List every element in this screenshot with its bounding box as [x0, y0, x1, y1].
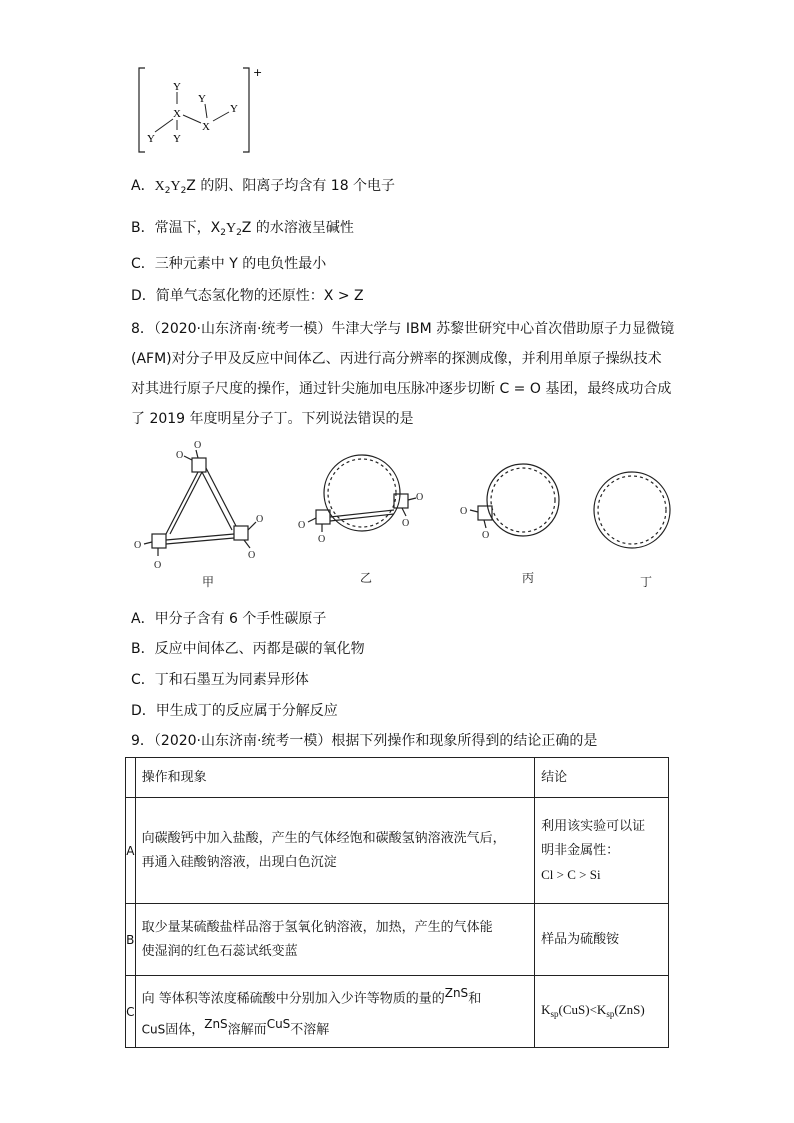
- atom-o-label: O: [482, 530, 490, 541]
- structure-atom: X: [173, 108, 181, 120]
- header-cell: [126, 758, 136, 798]
- conclusion-text: 利用该实验可以证: [541, 818, 646, 834]
- operation-cell: [135, 976, 535, 1048]
- q9-stem: 9．（2020·山东济南·统考一模）根据下列操作和现象所得到的结论正确的是: [131, 733, 598, 749]
- atom-o-label: O: [176, 450, 184, 461]
- operation-text: 再通入硅酸钠溶液，出现白色沉淀: [141, 854, 337, 870]
- q8-option-c: C．丁和石墨互为同素异形体: [131, 672, 309, 688]
- atom-o-label: O: [134, 540, 142, 551]
- q8-stem-line: 了 2019 年度明星分子丁。下列说法错误的是: [131, 411, 414, 427]
- molecule-label-jia: 甲: [202, 575, 215, 589]
- molecule-yi: [308, 455, 416, 532]
- conclusion-text: Cl > C > Si: [541, 866, 601, 882]
- q7-option-a: A．$X_2Y_2Z$ 的阴、阳离子均含有 18 个电子: [131, 178, 396, 196]
- molecule-ding: [594, 472, 670, 548]
- structure-atom: Y: [173, 81, 181, 93]
- q7-option-d: D．简单气态氢化物的还原性：X > Z: [131, 288, 364, 304]
- q8-stem-line: (AFM)对分子甲及反应中间体乙、丙进行高分辨率的探测成像，并利用单原子操纵技术: [131, 351, 662, 367]
- molecule-label-bing: 丙: [522, 571, 535, 585]
- q8-option-d: D．甲生成丁的反应属于分解反应: [131, 703, 338, 719]
- q8-stem-line: 8．（2020·山东济南·统考一模）牛津大学与 IBM 苏黎世研究中心首次借助原子力显微镜: [131, 321, 675, 337]
- operation-cell: [135, 904, 535, 976]
- header-cell: 结论: [535, 758, 669, 798]
- operation-text: 向碳酸钙中加入盐酸，产生的气体经饱和碳酸氢钠溶液洗气后，: [141, 830, 506, 846]
- operation-text: 向 等体积等浓度稀硫酸中分别加入少许等物质的量的$^{ZnS}$和: [141, 986, 482, 1007]
- conclusion-text: 样品为硫酸铵: [541, 931, 620, 947]
- q7-option-b: B．常温下，$X_2Y_2Z$ 的水溶液呈碱性: [131, 220, 354, 238]
- atom-o-label: O: [256, 514, 264, 525]
- table-row: [126, 798, 669, 904]
- header-cell: 操作和现象: [135, 758, 535, 798]
- atom-o-label: O: [402, 518, 410, 529]
- operation-cell: [135, 798, 535, 904]
- atom-o-label: O: [416, 492, 424, 503]
- atom-o-label: O: [248, 550, 256, 561]
- structure-atom: Y: [147, 133, 155, 145]
- molecule-figure: [130, 438, 690, 593]
- q9-table: [125, 757, 669, 1048]
- conclusion-cell: [535, 904, 669, 976]
- atom-o-label: O: [298, 520, 306, 531]
- molecule-label-ding: 丁: [640, 575, 653, 589]
- structure-atom: Y: [198, 93, 206, 105]
- molecule-jia: [144, 450, 256, 556]
- atom-o-label: O: [318, 534, 326, 545]
- table-row: [126, 976, 669, 1048]
- ion-structure-diagram: [135, 64, 270, 156]
- structure-atom: X: [202, 121, 210, 133]
- row-label: C: [126, 976, 136, 1048]
- row-label: A: [126, 798, 136, 904]
- atom-o-label: O: [154, 560, 162, 571]
- table-row: [126, 904, 669, 976]
- q8-option-a: A．甲分子含有 6 个手性碳原子: [131, 611, 327, 627]
- table-header-row: [126, 758, 669, 798]
- operation-text: 使湿润的红色石蕊试纸变蓝: [141, 943, 298, 959]
- conclusion-cell: $K_{sp}(CuS)<K_{sp}(ZnS)$: [535, 976, 669, 1048]
- molecule-label-yi: 乙: [360, 571, 373, 585]
- conclusion-text: 明非金属性：: [541, 842, 620, 858]
- row-label: B: [126, 904, 136, 976]
- q8-stem-line: 对其进行原子尺度的操作，通过针尖施加电压脉冲逐步切断 C = O 基团，最终成功合成: [131, 381, 672, 397]
- atom-o-label: O: [194, 440, 202, 451]
- q8-option-b: B．反应中间体乙、丙都是碳的氧化物: [131, 641, 365, 657]
- atom-o-label: O: [460, 506, 468, 517]
- conclusion-cell: [535, 798, 669, 904]
- molecule-bing: [470, 464, 559, 536]
- operation-text: CuS固体，$^{ZnS}$溶解而$^{CuS}$不溶解: [141, 1016, 330, 1037]
- structure-atom: Y: [173, 133, 181, 145]
- operation-text: 取少量某硫酸盐样品溶于氢氧化钠溶液，加热，产生的气体能: [141, 919, 493, 935]
- structure-atom: Y: [230, 103, 238, 115]
- structure-charge: +: [253, 66, 263, 79]
- q7-option-c: C．三种元素中 Y 的电负性最小: [131, 256, 327, 272]
